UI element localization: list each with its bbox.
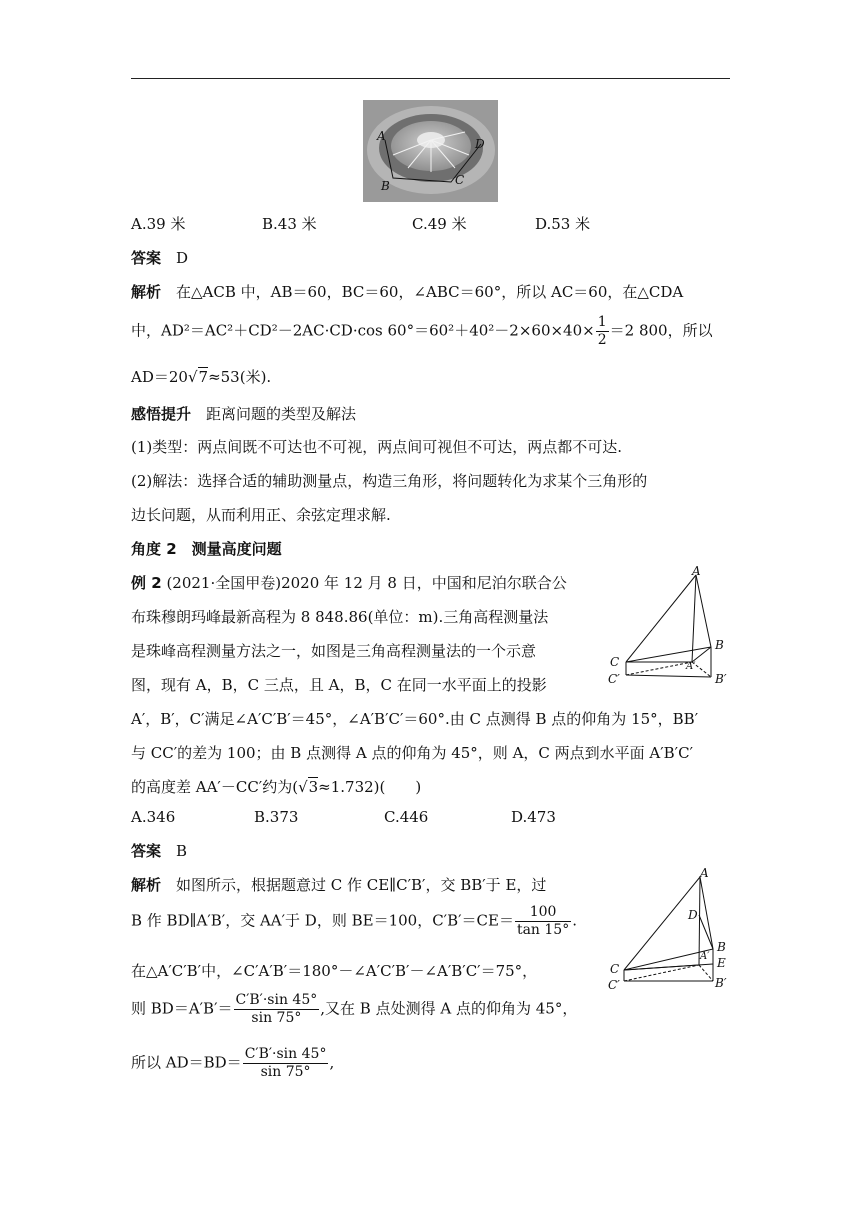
example2-label: 例 2	[131, 574, 162, 592]
sqrt-sign: √	[298, 778, 308, 796]
example2-solution-line2	[131, 904, 577, 939]
stadium-photo	[363, 100, 498, 202]
example2-frac-tan-den: tan 15°	[516, 922, 570, 938]
q1-option-d: D.53 米	[535, 215, 591, 233]
example2-sol-text4-post: ,又在 B 点处测得 A 点的仰角为 45°，	[320, 999, 578, 1018]
angle2-heading: 角度 2 测量高度问题	[131, 540, 282, 558]
fig1-label-b-prime: B′	[715, 672, 727, 686]
example2-option-b: B.373	[254, 808, 299, 826]
example2-frac-bd-den: sin 75°	[251, 1010, 302, 1026]
photo-label-d: D	[475, 137, 485, 151]
q1-answer-value: D	[176, 249, 189, 267]
fig1-label-b: B	[715, 638, 724, 652]
example2-option-c: C.446	[384, 808, 429, 826]
figure-triangulation-1	[604, 565, 744, 690]
fig2-label-e: E	[717, 956, 726, 970]
example2-option-a: A.346	[131, 808, 176, 826]
example2-sol-text2-pre: B 作 BD∥A′B′，交 AA′于 D，则 BE＝100，C′B′＝CE＝	[131, 911, 514, 930]
example2-line1	[131, 572, 567, 593]
example2-sol-text1: 如图所示，根据题意过 C 作 CE∥C′B′，交 BB′于 E，过	[176, 876, 547, 894]
fig2-label-b: B	[717, 940, 726, 954]
example2-solution-line1	[131, 874, 546, 895]
header-rule	[131, 78, 730, 79]
example2-answer-line	[131, 840, 187, 861]
example2-sol-text2-post: .	[572, 911, 577, 930]
insight-title: 感悟提升	[131, 405, 192, 423]
example2-text1: (2021·全国甲卷)2020 年 12 月 8 日，中国和尼泊尔联合公	[166, 574, 567, 592]
photo-label-a: A	[377, 129, 386, 143]
q1-analysis-text2-pre: 中，AD²＝AC²＋CD²－2AC·CD·cos 60°＝60²＋40²－2×60×40×	[131, 321, 595, 340]
insight-item2-line2: 边长问题，从而利用正、余弦定理求解.	[131, 506, 391, 524]
sqrt-sign: √	[187, 368, 198, 386]
example2-solution-line5	[131, 1046, 334, 1081]
example2-frac-tan	[515, 904, 571, 939]
example2-sol-text4-pre: 则 BD＝A′B′＝	[131, 999, 233, 1018]
example2-frac-bd	[234, 992, 320, 1027]
fig2-label-b-prime: B′	[715, 976, 727, 990]
insight-item2-line1: (2)解法：选择合适的辅助测量点，构造三角形，将问题转化为求某个三角形的	[131, 472, 648, 490]
fig2-label-c-prime: C′	[608, 978, 620, 992]
q1-option-b: B.43 米	[262, 215, 317, 233]
insight-subtitle: 距离问题的类型及解法	[206, 405, 357, 423]
fig2-label-d: D	[688, 908, 698, 922]
q1-option-c: C.49 米	[412, 215, 467, 233]
fig2-label-a-prime: A′	[700, 951, 710, 962]
fig1-label-c-prime: C′	[608, 672, 620, 686]
example2-line6: 与 CC′的差为 100；由 B 点测得 A 点的仰角为 45°，则 A，C 两点到水平面 A′B′C′	[131, 744, 693, 762]
q1-answer-line	[131, 247, 188, 268]
example2-analysis-label: 解析	[131, 876, 162, 894]
fig1-label-a-prime: A′	[686, 661, 696, 672]
q1-fraction-num: 1	[597, 314, 607, 330]
example2-frac-ad-den: sin 75°	[260, 1064, 311, 1080]
q1-option-a: A.39 米	[131, 215, 186, 233]
example2-sol-text5-pre: 所以 AD＝BD＝	[131, 1053, 242, 1072]
example2-frac-bd-num: C′B′·sin 45°	[235, 992, 318, 1008]
q1-fraction-den: 2	[597, 332, 607, 348]
q1-analysis-text3-pre: AD＝20	[131, 368, 188, 386]
q1-analysis-line1	[131, 281, 683, 302]
q1-sqrt-value: 7	[198, 368, 209, 386]
fig2-label-a: A	[700, 867, 709, 880]
example2-solution-line3: 在△A′C′B′中，∠C′A′B′＝180°－∠A′C′B′－∠A′B′C′＝75°，	[131, 962, 538, 980]
example2-answer-label: 答案	[131, 842, 162, 860]
q1-fraction	[596, 314, 609, 349]
q1-analysis-label: 解析	[131, 283, 162, 301]
example2-frac-tan-num: 100	[515, 904, 571, 922]
example2-sqrt-value: 3	[308, 778, 319, 796]
q1-analysis-text1: 在△ACB 中，AB＝60，BC＝60，∠ABC＝60°，所以 AC＝60，在△CDA	[176, 283, 684, 301]
figure-triangulation-2	[604, 867, 744, 995]
insight-heading	[131, 403, 356, 424]
example2-last-pre: 的高度差 AA′－CC′约为(	[131, 778, 299, 796]
example2-frac-ad	[243, 1046, 329, 1081]
q1-analysis-line3	[131, 366, 271, 387]
example2-line4: 图，现有 A，B，C 三点，且 A，B，C 在同一水平面上的投影	[131, 676, 547, 694]
photo-label-b: B	[381, 179, 390, 193]
example2-answer-value: B	[176, 842, 188, 860]
example2-solution-line4	[131, 992, 577, 1027]
q1-analysis-text3-post: ≈53(米).	[208, 368, 272, 386]
fig1-label-c: C	[610, 655, 620, 669]
example2-line3: 是珠峰高程测量方法之一，如图是三角高程测量法的一个示意	[131, 642, 537, 660]
example2-line7	[131, 776, 421, 797]
fig2-label-c: C	[610, 962, 620, 976]
example2-line5: A′，B′，C′满足∠A′C′B′＝45°，∠A′B′C′＝60°.由 C 点测得 B 点的仰角为 15°，BB′	[131, 710, 699, 728]
example2-sol-text5-post: ,	[329, 1053, 335, 1072]
q1-answer-label: 答案	[131, 249, 162, 267]
q1-analysis-line2	[131, 314, 713, 349]
example2-frac-ad-num: C′B′·sin 45°	[244, 1046, 327, 1062]
photo-label-c: C	[455, 173, 465, 187]
example2-last-post: ≈1.732)( )	[318, 778, 422, 796]
example2-option-d: D.473	[511, 808, 556, 826]
insight-item1: (1)类型：两点间既不可达也不可视，两点间可视但不可达，两点都不可达.	[131, 438, 623, 456]
q1-analysis-text2-post: ＝2 800，所以	[609, 321, 713, 340]
fig1-label-a: A	[692, 565, 701, 578]
example2-line2: 布珠穆朗玛峰最新高程为 8 848.86(单位：m).三角高程测量法	[131, 608, 549, 626]
